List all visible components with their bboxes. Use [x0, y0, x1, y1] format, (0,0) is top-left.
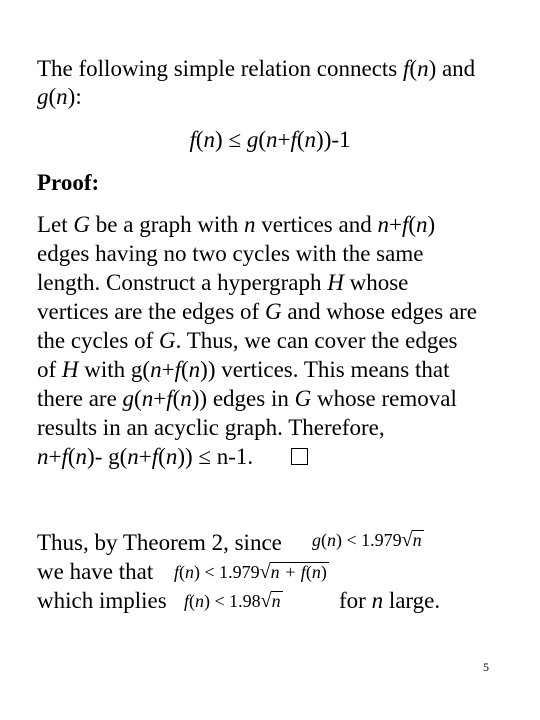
- proof-line-6: of H with g(n+f(n)) vertices. This means that: [37, 357, 450, 382]
- conclusion-line-1: Thus, by Theorem 2, since: [37, 530, 282, 555]
- conclusion-line-3: which implies: [37, 588, 167, 613]
- conclusion-line-3-tail: for n large.: [339, 588, 441, 613]
- qed-square-icon: [291, 448, 308, 465]
- formula-g-bound: g(n) < 1.979√n: [312, 529, 422, 551]
- proof-line-7: there are g(n+f(n)) edges in G whose removal: [37, 386, 457, 411]
- formula-f-bound: f(n) < 1.979√n + f(n): [174, 561, 327, 583]
- proof-line-2: edges having no two cycles with the same: [37, 241, 424, 266]
- proof-line-9: n+f(n)- g(n+f(n)) ≤ n-1.: [37, 443, 308, 471]
- formula-f-result: f(n) < 1.98√n: [184, 590, 281, 612]
- proof-line-3: length. Construct a hypergraph H whose: [37, 270, 409, 295]
- proof-heading: Proof:: [37, 170, 100, 195]
- proof-line-8: results in an acyclic graph. Therefore,: [37, 415, 385, 440]
- proof-line-4: vertices are the edges of G and whose edges are: [37, 299, 478, 324]
- page-number: 5: [483, 660, 489, 674]
- conclusion-line-2: we have that: [37, 559, 154, 584]
- proof-line-1: Let G be a graph with n vertices and n+f(n): [37, 212, 436, 237]
- intro-line-1: The following simple relation connects f(n) and: [37, 56, 476, 81]
- intro-line-2: g(n):: [37, 84, 82, 109]
- relation-formula: f(n) ≤ g(n+f(n))-1: [189, 127, 351, 152]
- proof-line-5: the cycles of G. Thus, we can cover the edges: [37, 328, 458, 353]
